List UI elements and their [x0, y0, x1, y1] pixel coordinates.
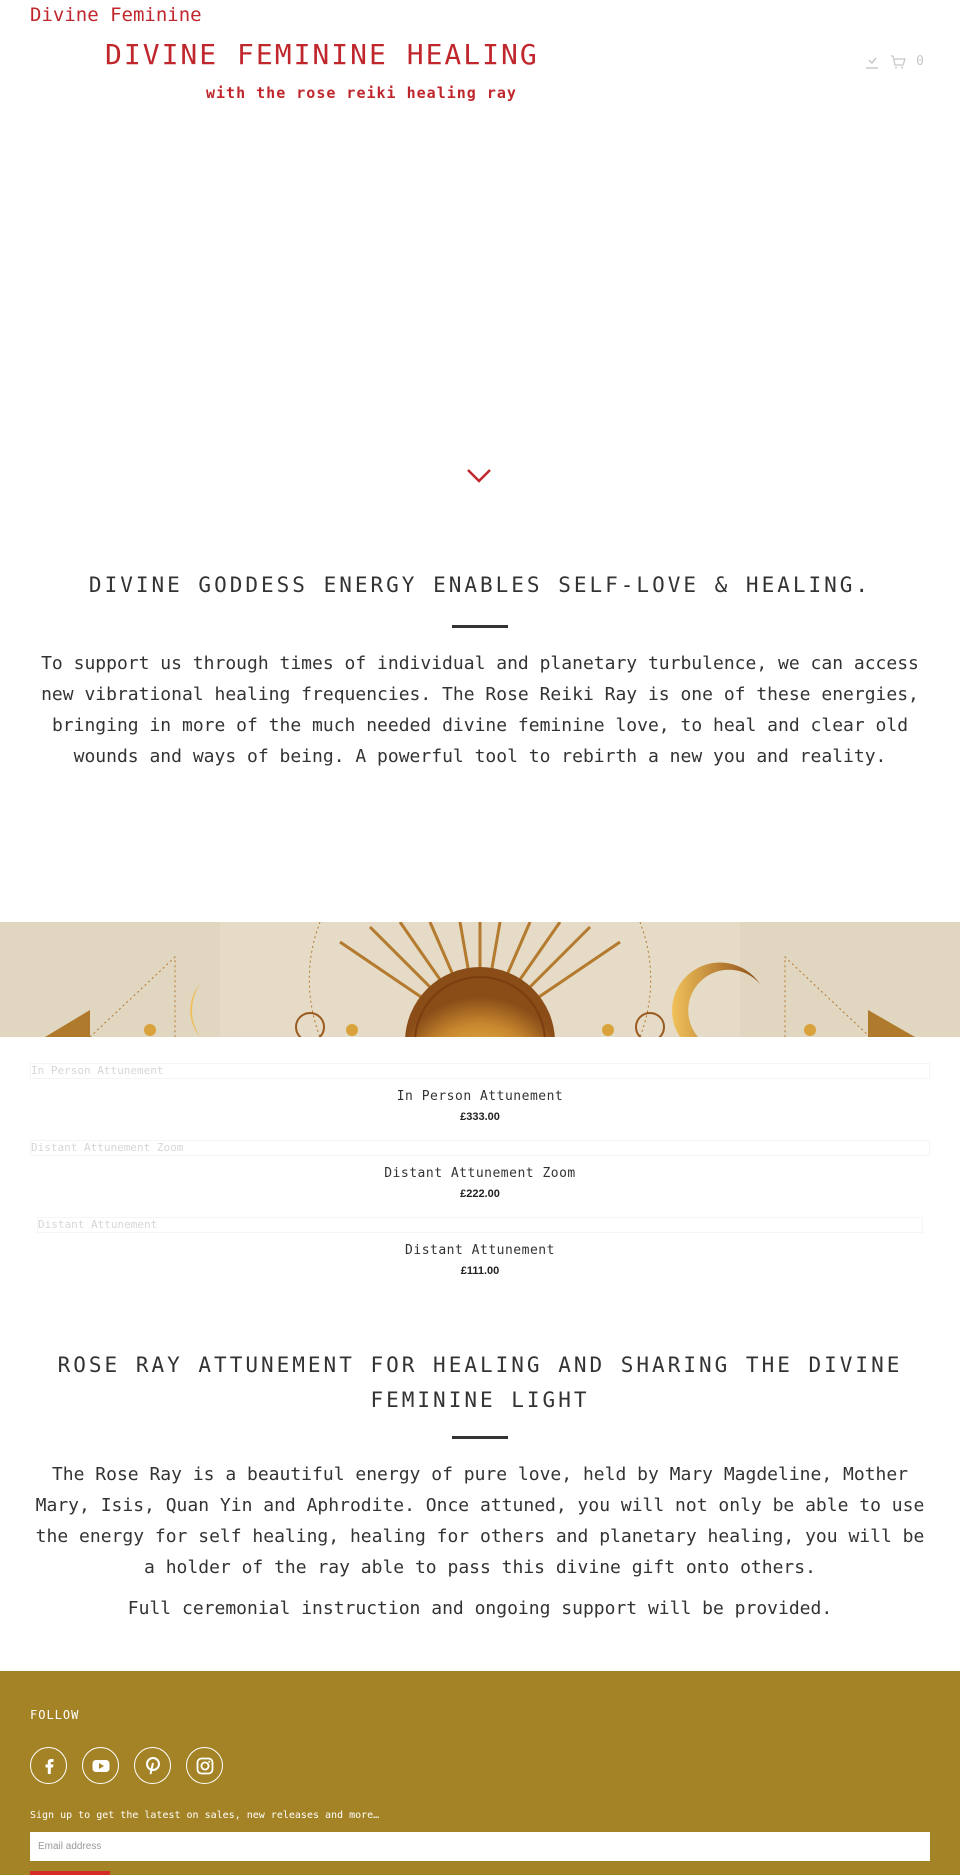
site-header [0, 0, 960, 110]
attunement-body: The Rose Ray is a beautiful energy of pure love, held by Mary Magdeline, Mother Mary, Isis, Quan Yin and Aphrodite. Once attuned, you will not only be able to use the energy for self healing, healing for others and planetary healing, you will be a holder of the ray able to pass this divine gift onto others. [35, 1464, 925, 1578]
chevron-down-icon[interactable] [465, 466, 493, 486]
header-icons [864, 54, 924, 69]
site-footer [0, 1671, 960, 1875]
product-image[interactable]: Distant Attunement Zoom [30, 1140, 930, 1156]
account-icon[interactable] [864, 55, 880, 69]
product-title[interactable]: Distant Attunement [405, 1243, 555, 1258]
product-image[interactable]: In Person Attunement [30, 1063, 930, 1079]
product-price: £333.00 [460, 1111, 500, 1123]
cart-icon[interactable] [890, 55, 906, 69]
pinterest-icon[interactable] [134, 1747, 171, 1784]
product-card[interactable] [30, 1217, 930, 1294]
banner-image [0, 922, 960, 1037]
product-price: £222.00 [460, 1188, 500, 1200]
brand-link[interactable]: Divine Feminine [30, 4, 202, 26]
product-image[interactable]: Distant Attunement [37, 1217, 923, 1233]
product-price: £111.00 [460, 1265, 500, 1277]
product-title[interactable]: Distant Attunement Zoom [384, 1166, 576, 1181]
email-field[interactable] [30, 1832, 930, 1861]
attunement-heading: ROSE RAY ATTUNEMENT FOR HEALING AND SHARING THE DIVINE FEMININE LIGHT [57, 1353, 903, 1412]
heading-divider [452, 625, 508, 628]
cart-count[interactable]: 0 [916, 54, 924, 69]
product-card[interactable] [30, 1063, 930, 1140]
attunement-section [30, 1348, 930, 1624]
product-title[interactable]: In Person Attunement [396, 1089, 564, 1104]
youtube-icon[interactable] [82, 1747, 119, 1784]
product-card[interactable] [30, 1140, 930, 1217]
site-title: DIVINE FEMININE HEALING [105, 38, 539, 71]
social-links [30, 1747, 223, 1784]
intro-heading: DIVINE GODDESS ENERGY ENABLES SELF-LOVE & HEALING. [88, 573, 872, 597]
newsletter-text: Sign up to get the latest on sales, new releases and more… [30, 1810, 380, 1821]
facebook-icon[interactable] [30, 1747, 67, 1784]
site-subtitle: with the rose reiki healing ray [206, 84, 517, 102]
instagram-icon[interactable] [186, 1747, 223, 1784]
attunement-support-text: Full ceremonial instruction and ongoing support will be provided. [127, 1598, 833, 1619]
intro-section [30, 568, 930, 772]
product-list [30, 1063, 930, 1294]
intro-body: To support us through times of individual and planetary turbulence, we can access new vibrational healing frequencies. The Rose Reiki Ray is one of these energies, bringing in more of the much needed divine feminine love, to heal and clear old wounds and ways of being. A powerful tool to rebirth a new you and reality. [41, 653, 919, 767]
newsletter-submit-button[interactable] [30, 1871, 110, 1875]
heading-divider [452, 1436, 508, 1439]
follow-label: FOLLOW [30, 1708, 80, 1722]
